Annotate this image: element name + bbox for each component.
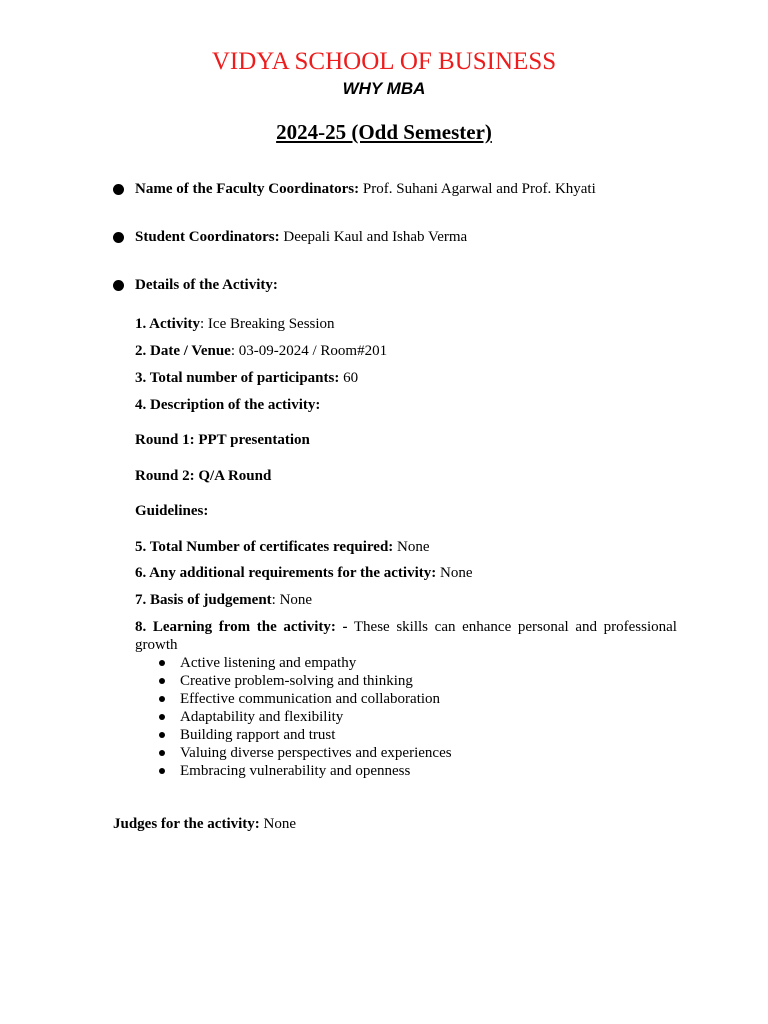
activity-label: 1. Activity [135,316,200,332]
activity-value: : Ice Breaking Session [200,316,335,332]
faculty-value: Prof. Suhani Agarwal and Prof. Khyati [359,181,596,197]
list-item: Active listening and empathy [158,654,452,672]
learning-paragraph [135,618,677,654]
bullet-icon [159,768,165,774]
guidelines-label: Guidelines: [135,503,209,519]
participants-line [135,368,358,388]
activity-line [135,314,335,334]
bullet-icon [159,660,165,666]
list-item: Effective communication and collaboration [158,690,452,708]
students-value: Deepali Kaul and Ishab Verma [279,229,468,245]
certificates-label: 5. Total Number of certificates required: [135,539,394,555]
learning-skills-list [158,654,452,780]
learning-label: 8. Learning from the activity: - [135,619,348,635]
requirements-line [135,563,473,583]
judges-line [113,814,296,834]
judges-label: Judges for the activity: [113,816,260,832]
basis-label: 7. Basis of judgement [135,592,272,608]
semester-heading: 2024-25 (Odd Semester) [276,120,492,144]
round-2: Round 2: Q/A Round [135,468,272,484]
requirements-value: None [436,565,473,581]
bullet-icon [159,714,165,720]
event-subtitle: WHY MBA [342,79,426,98]
bullet-icon [113,280,124,291]
bullet-icon [159,732,165,738]
certificates-value: None [393,539,430,555]
certificates-line [135,537,430,557]
basis-line [135,590,312,610]
date-label: 2. Date / Venue [135,343,231,359]
bullet-icon [113,232,124,243]
date-value: : 03-09-2024 / Room#201 [230,343,388,359]
list-item: Embracing vulnerability and openness [158,762,452,780]
participants-value: 60 [339,370,359,386]
description-label: 4. Description of the activity: [135,397,321,413]
learning-value: These skills can enhance personal and professional growth [135,619,677,653]
list-item: Adaptability and flexibility [158,708,452,726]
details-label: Details of the Activity: [135,277,278,293]
list-item: Valuing diverse perspectives and experiences [158,744,452,762]
participants-label: 3. Total number of participants: [135,370,340,386]
round-1: Round 1: PPT presentation [135,432,310,448]
basis-value: : None [271,592,313,608]
faculty-label: Name of the Faculty Coordinators: [135,181,360,197]
list-item: Building rapport and trust [158,726,452,744]
bullet-icon [159,750,165,756]
date-venue-line [135,341,387,361]
institution-title: VIDYA SCHOOL OF BUSINESS [211,48,557,75]
list-item: Creative problem-solving and thinking [158,672,452,690]
judges-value: None [259,816,297,832]
bullet-icon [113,184,124,195]
students-label: Student Coordinators: [135,229,280,245]
requirements-label: 6. Any additional requirements for the activity: [135,565,437,581]
bullet-icon [159,696,165,702]
bullet-icon [159,678,165,684]
